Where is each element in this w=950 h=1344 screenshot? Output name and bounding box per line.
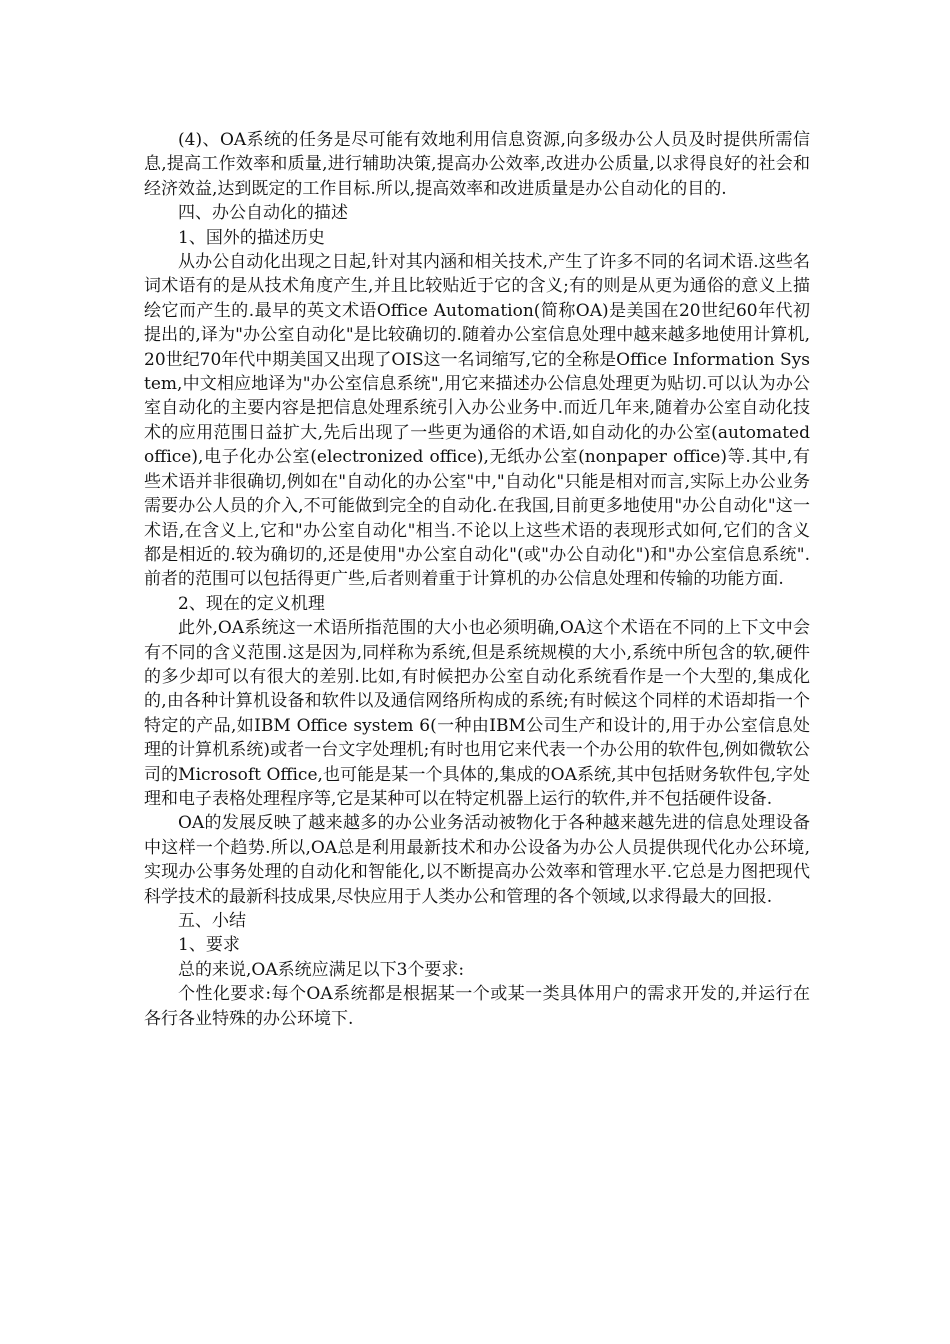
- paragraph-oa-task: (4)、OA系统的任务是尽可能有效地利用信息资源,向多级办公人员及时提供所需信息,提高工作效率和质量,进行辅助决策,提高办公效率,改进办公质量,以求得良好的社会和经济效益,达到既定的工作目标.所以,提高效率和改进质量是办公自动化的目的.: [144, 130, 810, 199]
- paragraph-requirements-intro: 总的来说,OA系统应满足以下3个要求:: [178, 959, 465, 980]
- document-body: [144, 128, 810, 1031]
- subheading-foreign-history: 1、国外的描述历史: [178, 227, 325, 248]
- subheading-requirements: 1、要求: [178, 935, 240, 956]
- subheading-current-definition: 2、现在的定义机理: [178, 593, 325, 614]
- paragraph-scope: 此外,OA系统这一术语所指范围的大小也必须明确,OA这个术语在不同的上下文中会有不同的含义范围.这是因为,同样称为系统,但是系统规模的大小,系统中所包含的软,硬件的多少却可以有很大的差别.比如,有时候把办公室自动化系统看作是一个大型的,集成化的,由各种计算机设备和软件以及通信网络所构成的系统;有时候这个同样的术语却指一个特定的产品,如IBM Office system 6(一种由IBM公司生产和设计的,用于办公室信息处理的计算机系统)或者一台文字处理机;有时也用它来代表一个办公用的软件包,例如微软公司的Microsoft Office,也可能是某一个具体的,集成的OA系统,其中包括财务软件包,字处理和电子表格处理程序等,它是某种可以在特定机器上运行的软件,并不包括硬件设备.: [144, 618, 810, 809]
- paragraph-personalization: 个性化要求:每个OA系统都是根据某一个或某一类具体用户的需求开发的,并运行在各行各业特殊的办公环境下.: [144, 984, 810, 1029]
- paragraph-terminology: 从办公自动化出现之日起,针对其内涵和相关技术,产生了许多不同的名词术语.这些名词术语有的是从技术角度产生,并且比较贴近于它的含义;有的则是从更为通俗的意义上描绘它而产生的.最早的英文术语Office Automation(简称OA)是美国在20世纪60年代初提出的,译为"办公室自动化"是比较确切的.随着办公室信息处理中越来越多地使用计算机,20世纪70年代中期美国又出现了OIS这一名词缩写,它的全称是Office Information System,中文相应地译为"办公室信息系统",用它来描述办公信息处理更为贴切.可以认为办公室自动化的主要内容是把信息处理系统引入办公业务中.而近几年来,随着办公室自动化技术的应用范围日益扩大,先后出现了一些更为通俗的术语,如自动化的办公室(automated office),电子化办公室(electronized office),无纸办公室(nonpaper office)等.其中,有些术语并非很确切,例如在"自动化的办公室"中,"自动化"只能是相对而言,实际上办公业务需要办公人员的介入,不可能做到完全的自动化.在我国,目前更多地使用"办公自动化"这一术语,在含义上,它和"办公室自动化"相当.不论以上这些术语的表现形式如何,它们的含义都是相近的.较为确切的,还是使用"办公室自动化"(或"办公自动化")和"办公室信息系统".前者的范围可以包括得更广些,后者则着重于计算机的办公信息处理和传输的功能方面.: [144, 252, 810, 590]
- heading-section-5: 五、小结: [178, 911, 246, 931]
- heading-section-4: 四、办公自动化的描述: [178, 203, 348, 224]
- paragraph-development: OA的发展反映了越来越多的办公业务活动被物化于各种越来越先进的信息处理设备中这样一个趋势.所以,OA总是利用最新技术和办公设备为办公人员提供现代化办公环境,实现办公事务处理的自动化和智能化,以不断提高办公效率和管理水平.它总是力图把现代科学技术的最新科技成果,尽快应用于人类办公和管理的各个领域,以求得最大的回报.: [144, 813, 810, 907]
